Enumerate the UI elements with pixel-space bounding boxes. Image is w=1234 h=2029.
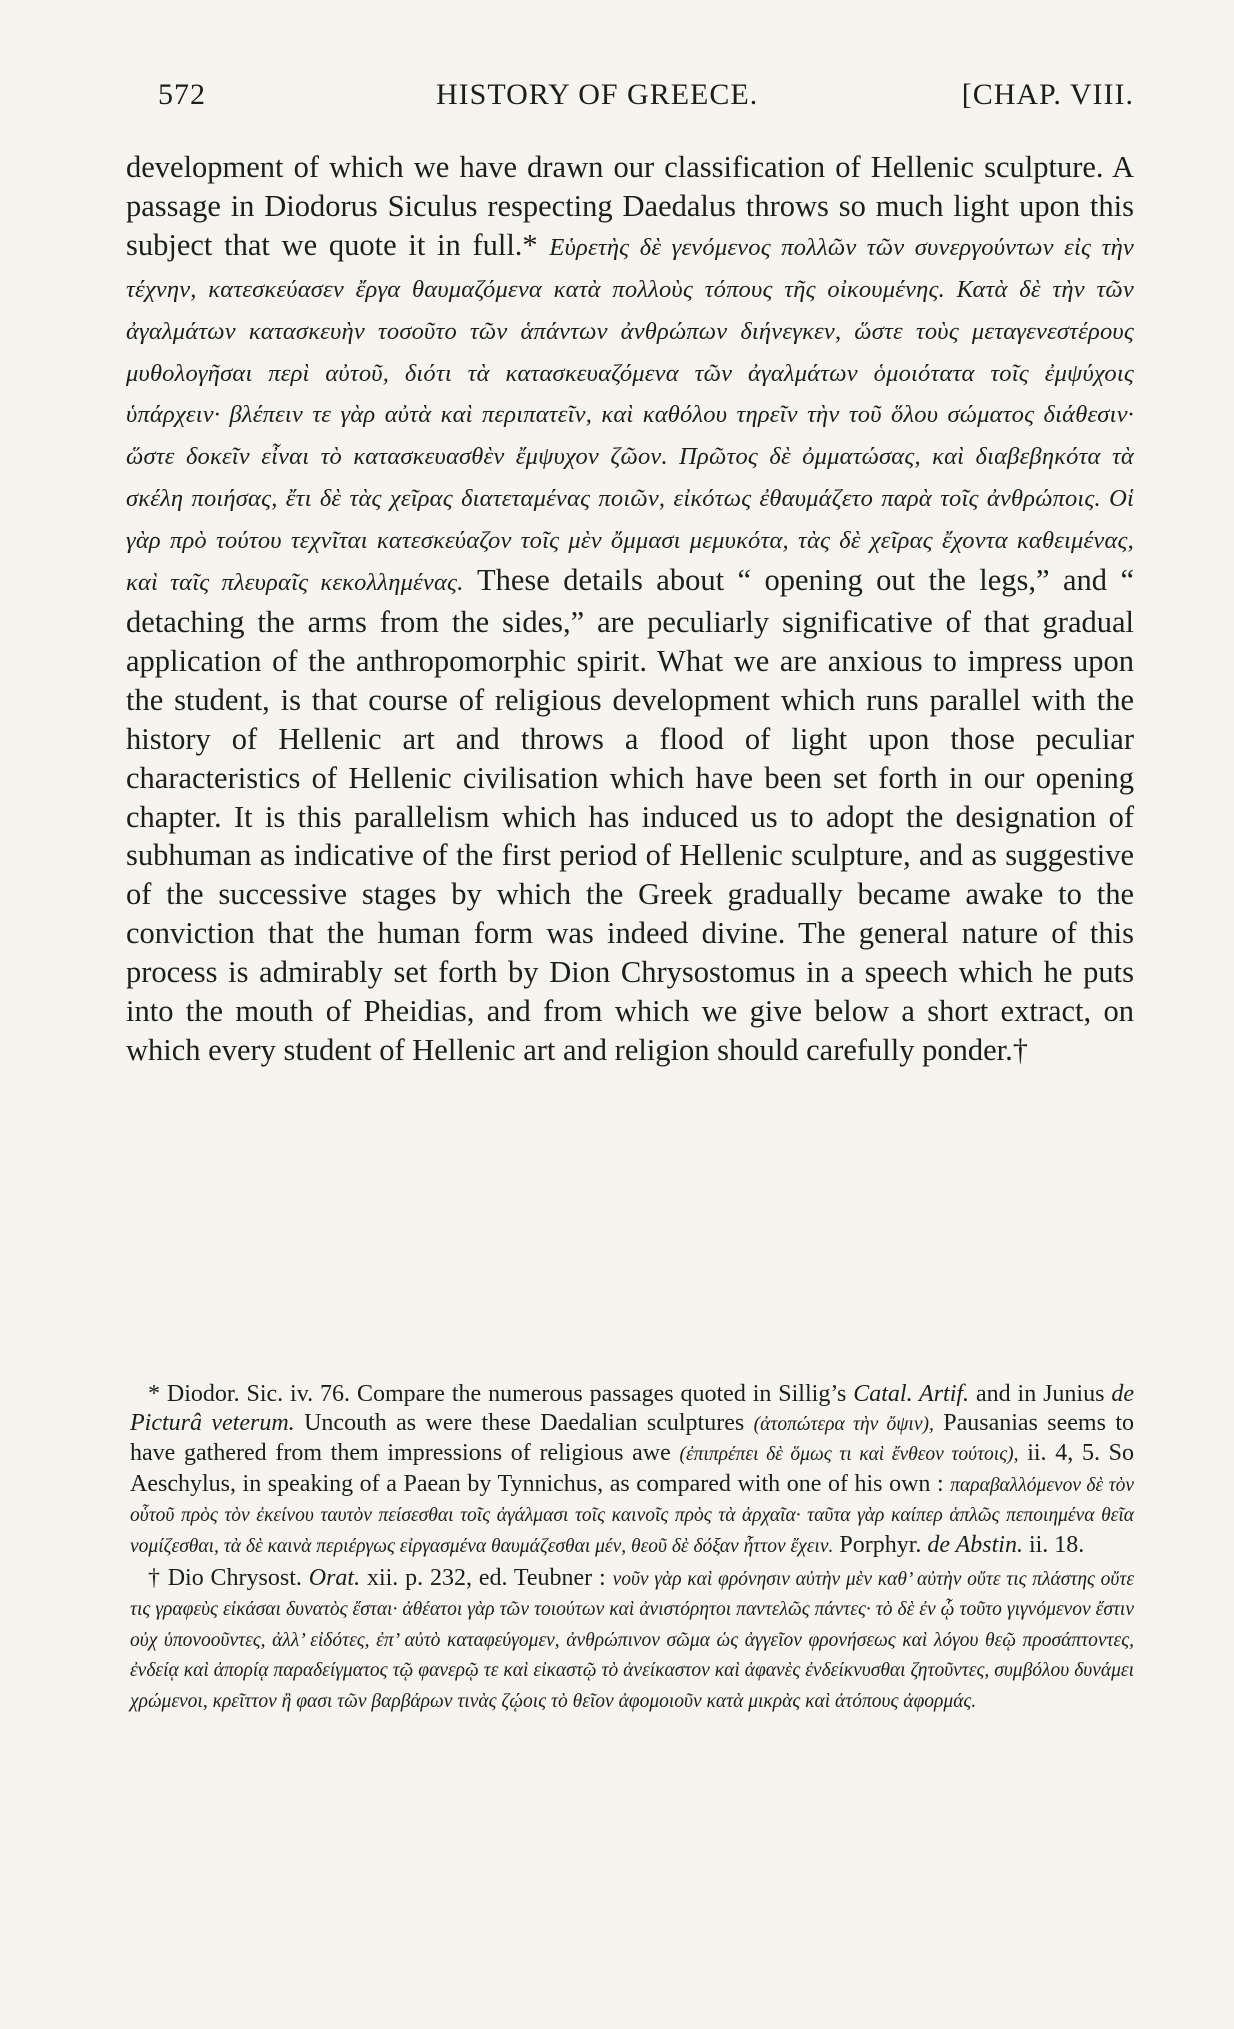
fn1-greek-3: παραβαλλόμενον δὲ τὸν οὗτοῦ πρὸς τὸν ἐκείνου ταυτὸν πείσεσθαι τοῖς ἀγάλμασι τοῖς καινοῖς πρὸς τὰ ἀρχαῖα· ταῦτα γὰρ καίπερ ἁπλῶς πεποιημένα θεῖα νομίζεσθαι, τὰ δὲ καινὰ περιέργως εἰργασμένα θαυμάζεσθαι μέν, θεοῦ δὲ δόξαν ἧττον ἔχειν. [130, 1474, 1135, 1557]
fn1-text-g: Pausanias seems to have gathered from them impressions of religious awe [130, 1409, 1134, 1467]
fn1-text-m: ii. 18. [1028, 1531, 1085, 1558]
fn2-greek: νοῦν γὰρ καὶ φρόνησιν αὐτὴν μὲν καθ’ αὐτὴν οὔτε τις πλάστης οὔτε τις γραφεὺς εἰκάσαι δυνατὸς ἔσται· ἀθέατοι γὰρ τῶν τοιούτων καὶ ἀνιστόρητοι παντελῶς πάντες· τὸ δὲ ἐν ᾧ τοῦτο γιγνόμενον ἔστιν οὐχ ὑπονοοῦντες, ἀλλ’ εἰδότες, ἐπ’ αὐτὸ καταφεύγομεν, ἀνθρώπινον σῶμα ὡς ἀγγεῖον φρονήσεως καὶ λόγου θεῷ προσάπτοντες, ἐνδείᾳ καὶ ἀπορίᾳ παραδείγματος τῷ φανερῷ τε καὶ εἰκαστῷ τὸ ἀνείκαστον καὶ ἀφανὲς ἐνδείκνυσθαι ζητοῦντες, συμβόλου δυνάμει χρώμενοι, κρεῖττον ἢ φασι τῶν βαρβάρων τινὰς ζῴοις τὸ θεῖον ἀφομοιοῦν κατὰ μικρὰς καὶ ἀτόπους ἀφορμάς. [130, 1568, 1135, 1712]
fn1-text-k: Porphyr. [839, 1531, 922, 1558]
fn1-text-c: and in Junius [975, 1381, 1105, 1407]
fn1-text-e: Uncouth as were these Daedalian sculptures [304, 1409, 745, 1436]
fn2-text-c: xii. p. 232, ed. Teubner : [366, 1564, 606, 1591]
fn2-work-orat: Orat. [308, 1564, 361, 1591]
fn1-work-abstin: de Abstin. [927, 1531, 1023, 1558]
fn1-text-a: * Diodor. Sic. iv. 76. Compare the numerous passages quoted in Sillig’s [148, 1381, 847, 1407]
fn1-text-i: ii. 4, 5. So Aeschylus, in speaking of a Paean by Tynnichus, as compared with one of his own : [130, 1440, 1134, 1497]
page-number: 572 [158, 78, 206, 111]
greek-quotation: Εὑρετὴς δὲ γενόμενος πολλῶν τῶν συνεργούντων εἰς τὴν τέχνην, κατεσκεύασεν ἔργα θαυμαζόμενα κατὰ πολλοὺς τόπους τῆς οἰκουμένης. Κατὰ δὲ τὴν τῶν ἀγαλμάτων κατασκευὴν τοσοῦτο τῶν ἁπάντων ἀνθρώπων διήνεγκεν, ὥστε τοὺς μεταγενεστέρους μυθολογῆσαι περὶ αὐτοῦ, διότι τὰ κατασκευαζόμενα τῶν ἀγαλμάτων ὁμοιότατα τοῖς ἐμψύχοις ὑπάρχειν· βλέπειν τε γὰρ αὐτὰ καὶ περιπατεῖν, καὶ καθόλου τηρεῖν τὴν τοῦ ὅλου σώματος διάθεσιν· ὥστε δοκεῖν εἶναι τὸ κατασκευασθὲν ἔμψυχον ζῶον. Πρῶτος δὲ ὀμματώσας, καὶ διαβεβηκότα τὰ σκέλη ποιήσας, ἔτι δὲ τὰς χεῖρας διατεταμένας ποιῶν, εἰκότως ἐθαυμάζετο παρὰ τοῖς ἀνθρώποις. Οἱ γὰρ πρὸ τούτου τεχνῖται κατεσκεύαζον τοῖς μὲν ὄμμασι μεμυκότα, τὰς δὲ χεῖρας ἔχοντα καθειμένας, καὶ ταῖς πλευραῖς κεκολλημένας. [126, 233, 1134, 597]
footnotes [130, 1380, 1134, 1719]
fn1-greek-1: (ἀτοπώτερα τὴν ὄψιν), [753, 1413, 934, 1435]
paragraph-intro: development of which we have drawn our classification of Hellenic sculpture. A passage in Diodorus Siculus respecting Daedalus throws so much light upon this subject that we quote it in full.* [126, 150, 1134, 262]
chapter-label: [CHAP. VIII. [961, 78, 1134, 111]
fn1-work-junius: de Picturâ veterum. [130, 1381, 1135, 1436]
fn2-text-a: † Dio Chrysost. [148, 1564, 302, 1591]
fn1-work-catal: Catal. Artif. [853, 1381, 970, 1407]
fn1-greek-2: (ἐπιπρέπει δὲ ὅμως τι καὶ ἔνθεον τούτοις), [679, 1444, 1019, 1466]
book-title: HISTORY OF GREECE. [436, 78, 759, 111]
main-text [126, 148, 1134, 1070]
running-head [158, 78, 1134, 118]
footnote-2 [130, 1564, 1134, 1717]
paragraph-commentary: These details about “ opening out the legs,” and “ detaching the arms from the sides,” are peculiarly significative of that gradual application of the anthropomorphic spirit. What we are anxious to impress upon the student, is that course of religious development which runs parallel with the history of Hellenic art and throws a flood of light upon those peculiar characteristics of Hellenic civilisation which have been set forth in our opening chapter. It is this parallelism which has induced us to adopt the designation of subhuman as indicative of the first period of Hellenic sculpture, and as suggestive of the successive stages by which the Greek gradually became awake to the conviction that the human form was indeed divine. The general nature of this process is admirably set forth by Dion Chrysostomus in a speech which he puts into the mouth of Pheidias, and from which we give below a short extract, on which every student of Hellenic art and religion should carefully ponder.† [126, 563, 1134, 1067]
footnote-1 [130, 1380, 1134, 1562]
